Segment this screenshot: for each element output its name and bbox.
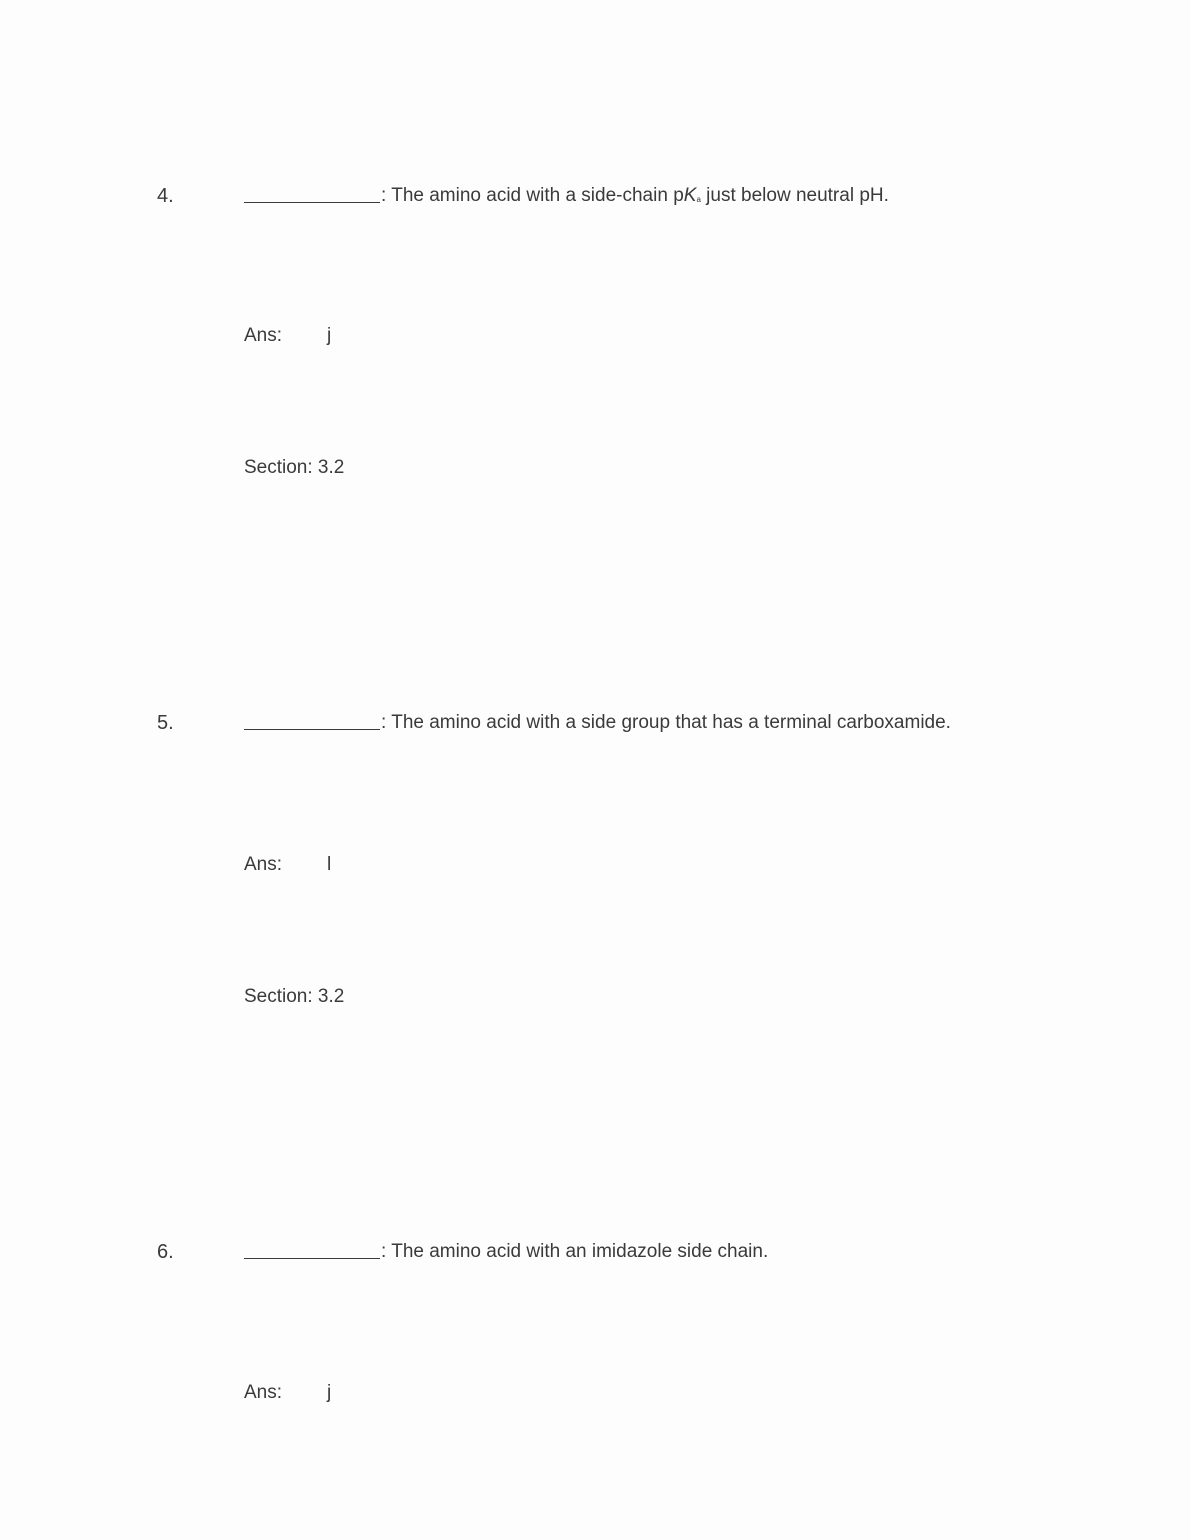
question-number: 4.	[157, 185, 174, 207]
question-text: : The amino acid with a side group that has a terminal carboxamide.	[381, 712, 951, 733]
answer-blank-line	[244, 202, 380, 203]
answer-row	[244, 852, 331, 878]
answer-blank-line	[244, 1258, 380, 1259]
pka-subscript: a	[696, 195, 701, 204]
answer-row	[244, 1380, 331, 1406]
answer-label: Ans:	[244, 854, 283, 875]
answer-value: j	[327, 1382, 332, 1403]
question-number: 6.	[157, 1241, 174, 1263]
answer-label: Ans:	[244, 1382, 283, 1403]
answer-value: l	[327, 854, 332, 875]
section-reference: Section: 3.2	[244, 457, 345, 478]
answer-value: j	[327, 325, 332, 346]
question-line	[0, 183, 1190, 213]
question-text-part: just below neutral pH.	[700, 185, 889, 206]
question-text-part: : The amino acid with a side-chain p	[381, 185, 684, 206]
pka-symbol: K	[683, 185, 697, 206]
answer-row	[244, 323, 331, 349]
question-line	[0, 710, 1190, 740]
answer-label: Ans:	[244, 325, 283, 346]
question-text: : The amino acid with an imidazole side chain.	[381, 1241, 769, 1262]
answer-blank-line	[244, 729, 380, 730]
question-line	[0, 1239, 1190, 1269]
question-text	[381, 183, 889, 209]
question-number: 5.	[157, 712, 174, 734]
section-reference: Section: 3.2	[244, 986, 345, 1007]
